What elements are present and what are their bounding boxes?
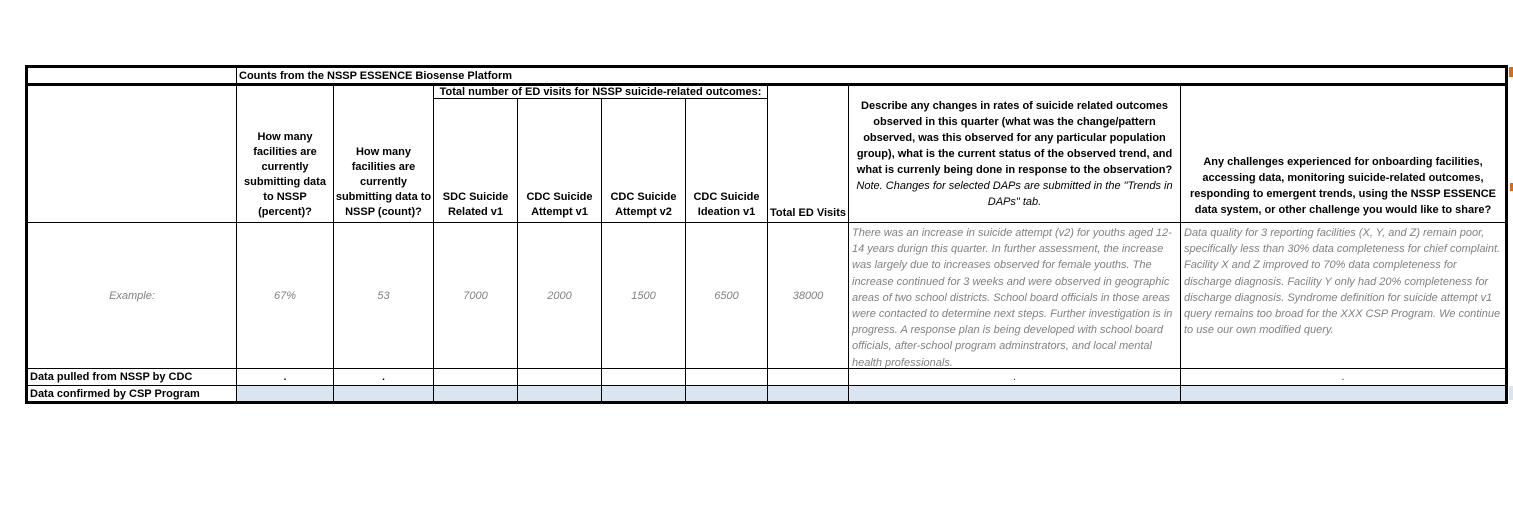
pulled-count-cell[interactable]: . — [334, 369, 434, 386]
pulled-cdc-ideation-cell[interactable] — [686, 369, 768, 386]
column-header-cdc-suicide-ideation-v1[interactable]: CDC Suicide Ideation v1 — [686, 99, 768, 223]
group-header-ed-visits[interactable]: Total number of ED visits for NSSP suicide-related outcomes: — [434, 86, 768, 99]
pulled-total-ed-cell[interactable] — [768, 369, 849, 386]
example-sdc-related-value[interactable]: 7000 — [434, 223, 518, 369]
column-header-cdc-suicide-attempt-v1[interactable]: CDC Suicide Attempt v1 — [518, 99, 602, 223]
column-header-facilities-percent[interactable]: How many facilities are currently submitting data to NSSP (percent)? — [237, 86, 334, 223]
column-header-facilities-count[interactable]: How many facilities are currently submitting data to NSSP (count)? — [334, 86, 434, 223]
example-describe-text[interactable]: There was an increase in suicide attempt (v2) for youths aged 12-14 years durign this quarter. In further assessment, the increase was largely due to increases observed for female youths. The increase continued for 3 weeks and were observed in geographic areas of two school districts. School board officials in those areas were contacted to determine next steps. Further investigation is in progress. A response plan is being developed with school board officials, after-school program adminstrators, and local mental health professionals. — [849, 223, 1181, 369]
pulled-percent-cell[interactable]: . — [237, 369, 334, 386]
confirmed-cdc-ideation-cell[interactable] — [686, 386, 768, 401]
confirmed-percent-cell[interactable] — [237, 386, 334, 401]
pulled-cdc-attempt-v2-cell[interactable] — [602, 369, 686, 386]
confirmed-total-ed-cell[interactable] — [768, 386, 849, 401]
pulled-describe-cell[interactable]: . — [849, 369, 1181, 386]
confirmed-row-label[interactable]: Data confirmed by CSP Program — [28, 386, 237, 401]
confirmed-count-cell[interactable] — [334, 386, 434, 401]
confirmed-challenges-cell[interactable] — [1181, 386, 1505, 401]
example-cdc-ideation-value[interactable]: 6500 — [686, 223, 768, 369]
column-header-cdc-suicide-attempt-v2[interactable]: CDC Suicide Attempt v2 — [602, 99, 686, 223]
cell-blank-top-left[interactable] — [28, 68, 237, 86]
section-header-cell[interactable]: Counts from the NSSP ESSENCE Biosense Platform — [237, 68, 1505, 86]
cell-blank-row-label-header[interactable] — [28, 86, 237, 223]
quarterly-counts-table — [25, 65, 1508, 404]
pulled-challenges-cell[interactable]: . — [1181, 369, 1505, 386]
pulled-sdc-related-cell[interactable] — [434, 369, 518, 386]
describe-note-text: Note. Changes for selected DAPs are submitted in the "Trends in DAPs" tab. — [856, 180, 1173, 208]
confirmed-cdc-attempt-v2-cell[interactable] — [602, 386, 686, 401]
confirmed-sdc-related-cell[interactable] — [434, 386, 518, 401]
pulled-row-label[interactable]: Data pulled from NSSP by CDC — [28, 369, 237, 386]
example-challenges-text[interactable]: Data quality for 3 reporting facilities (X, Y, and Z) remain poor, specifically less than 30% data completeness for chief complaint. Facility X and Z improved to 70% data completeness for discharge diagnosis. Facility Y only had 20% completeness for discharge diagnosis. Syndrome definition for suicide attempt v1 query remains too broad for the XXX CSP Program. We continue to use our own modified query. — [1181, 223, 1505, 369]
example-count-value[interactable]: 53 — [334, 223, 434, 369]
example-cdc-attempt-v2-value[interactable]: 1500 — [602, 223, 686, 369]
example-cdc-attempt-v1-value[interactable]: 2000 — [518, 223, 602, 369]
confirmed-cdc-attempt-v1-cell[interactable] — [518, 386, 602, 401]
column-header-sdc-suicide-related-v1[interactable]: SDC Suicide Related v1 — [434, 99, 518, 223]
example-row-label[interactable]: Example: — [28, 223, 237, 369]
example-percent-value[interactable]: 67% — [237, 223, 334, 369]
column-header-challenges[interactable]: Any challenges experienced for onboarding facilities, accessing data, monitoring suicide-related outcomes, responding to emergent trends, using the NSSP ESSENCE data system, or other challenge you would like to share? — [1181, 86, 1505, 223]
clipped-orange-text-fragment — [1509, 67, 1513, 77]
clipped-confirmed-row-fill — [1509, 386, 1513, 400]
example-total-ed-value[interactable]: 38000 — [768, 223, 849, 369]
pulled-cdc-attempt-v1-cell[interactable] — [518, 369, 602, 386]
column-header-describe-changes[interactable] — [849, 86, 1181, 223]
confirmed-describe-cell[interactable] — [849, 386, 1181, 401]
column-header-total-ed-visits[interactable]: Total ED Visits — [768, 86, 849, 223]
describe-question-text: Describe any changes in rates of suicide related outcomes observed in this quarter (what was the change/pattern observed, was this observed for any particular population group), what is the current status of the observed trend, and what is currenly being done in response to the observation? — [856, 100, 1173, 176]
